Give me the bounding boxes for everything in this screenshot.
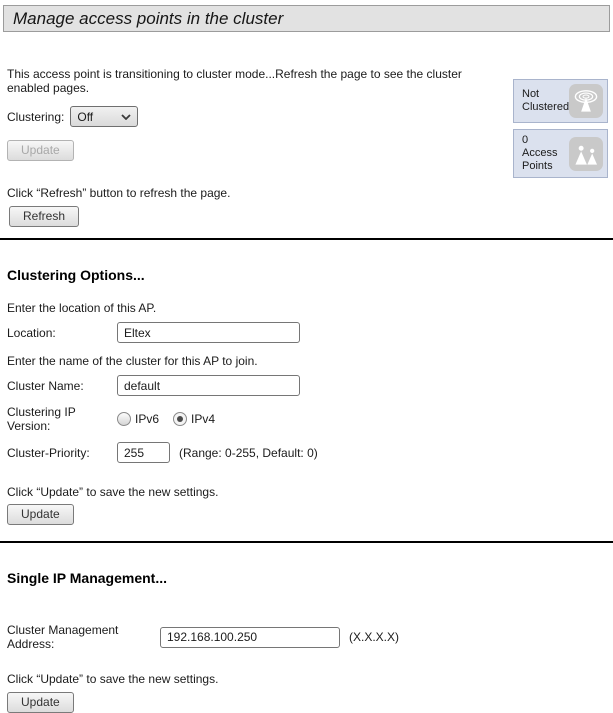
cluster-priority-row <box>7 442 606 463</box>
cluster-priority-input[interactable] <box>117 442 170 463</box>
clustering-label: Clustering: <box>7 109 65 124</box>
clustering-select-value: Off <box>77 109 94 124</box>
location-label: Location: <box>7 325 56 340</box>
single-ip-update-button[interactable]: Update <box>7 692 74 713</box>
page-title: Manage access points in the cluster <box>3 5 610 32</box>
chevron-down-icon <box>121 114 131 120</box>
cluster-name-input[interactable] <box>117 375 300 396</box>
refresh-instruction: Click “Refresh” button to refresh the page. <box>7 186 231 200</box>
cluster-priority-label: Cluster-Priority: <box>7 445 90 460</box>
location-row <box>7 322 606 343</box>
cluster-management-address-label: Cluster Management Address: <box>7 623 119 651</box>
section-divider-1 <box>0 238 613 240</box>
ipv6-radio-label: IPv6 <box>135 412 160 426</box>
location-help-text: Enter the location of this AP. <box>7 301 157 315</box>
cluster-management-address-row <box>7 623 606 651</box>
cluster-name-help-text: Enter the name of the cluster for this AP to join. <box>7 354 258 368</box>
not-clustered-label: Not Clustered <box>522 88 570 113</box>
ip-version-label: Clustering IP Version: <box>7 405 76 433</box>
single-ip-update-instruction: Click “Update” to save the new settings. <box>7 672 219 686</box>
cluster-name-row <box>7 375 606 396</box>
single-ip-heading: Single IP Management... <box>7 570 168 586</box>
location-input[interactable] <box>117 322 300 343</box>
cluster-management-address-input[interactable] <box>160 627 340 648</box>
transition-notice: This access point is transitioning to cluster mode...Refresh the page to see the cluster enabled pages. <box>7 67 462 95</box>
cluster-name-label: Cluster Name: <box>7 378 84 393</box>
refresh-button[interactable]: Refresh <box>9 206 79 227</box>
ip-version-row <box>7 405 606 433</box>
clustering-select[interactable] <box>70 106 138 127</box>
ipv4-radio-label: IPv4 <box>191 412 216 426</box>
cluster-priority-hint: (Range: 0-255, Default: 0) <box>179 445 318 460</box>
people-icon <box>569 137 603 171</box>
ipv4-radio[interactable] <box>173 412 187 426</box>
status-box-not-clustered <box>513 79 608 123</box>
clustering-options-update-button[interactable]: Update <box>7 504 74 525</box>
clustering-update-button[interactable]: Update <box>7 140 74 161</box>
ipv6-radio[interactable] <box>117 412 131 426</box>
clustering-options-heading: Clustering Options... <box>7 267 145 283</box>
clustering-update-instruction: Click “Update” to save the new settings. <box>7 485 219 499</box>
section-divider-2 <box>0 541 613 543</box>
status-box-access-points <box>513 129 608 178</box>
antenna-icon <box>569 84 603 118</box>
cluster-status-panel <box>513 79 608 184</box>
cluster-management-address-hint: (X.X.X.X) <box>349 630 400 644</box>
access-points-count-label: 0 Access Points <box>522 134 558 172</box>
